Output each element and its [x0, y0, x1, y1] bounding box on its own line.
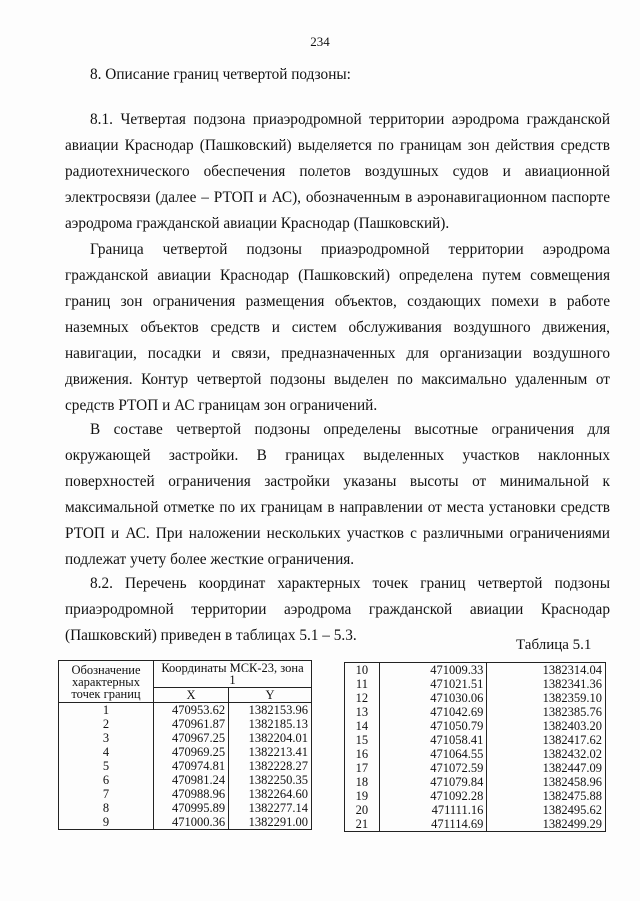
point-number: 20	[345, 803, 380, 817]
header-coordinates: Координаты МСК-23, зона 1	[154, 661, 312, 688]
coord-y: 1382228.27	[229, 759, 312, 773]
point-number: 16	[345, 747, 380, 761]
point-number: 18	[345, 775, 380, 789]
coord-x: 470969.25	[154, 745, 229, 759]
coord-y: 1382277.14	[229, 801, 312, 815]
coord-x: 471042.69	[379, 705, 486, 719]
coord-x: 471050.79	[379, 719, 486, 733]
coord-y: 1382417.62	[487, 733, 606, 747]
coord-y: 1382458.96	[487, 775, 606, 789]
point-number: 14	[345, 719, 380, 733]
coord-x: 471000.36	[154, 815, 229, 830]
coord-x: 471009.33	[379, 663, 486, 678]
table-row	[345, 705, 606, 719]
coord-y: 1382204.01	[229, 731, 312, 745]
point-number: 3	[59, 731, 154, 745]
table-row	[345, 691, 606, 705]
coord-y: 1382385.76	[487, 705, 606, 719]
coord-x: 471111.16	[379, 803, 486, 817]
point-number: 21	[345, 817, 380, 832]
coordinates-table-left	[58, 660, 312, 830]
point-number: 11	[345, 677, 380, 691]
table-row	[59, 703, 312, 718]
point-number: 10	[345, 663, 380, 678]
point-number: 19	[345, 789, 380, 803]
coord-x: 470981.24	[154, 773, 229, 787]
point-number: 8	[59, 801, 154, 815]
paragraph-height-limits: В составе четвертой подзоны определены высотные ограничения для окружающей застройки. В границах выделенных участков наклонных поверхностей ограничения застройки указаны высоты от минимальной к максимальной отметке по их границам в направлении от места установки средств РТОП и АС. При наложении нескольких участков с различными ограничениями подлежат учету более жесткие ограничения.	[65, 421, 610, 569]
page-number: 234	[310, 34, 330, 49]
table-row	[59, 759, 312, 773]
table-row	[345, 775, 606, 789]
table-row	[345, 677, 606, 691]
point-number: 15	[345, 733, 380, 747]
coord-y: 1382359.10	[487, 691, 606, 705]
coord-y: 1382341.36	[487, 677, 606, 691]
coord-y: 1382499.29	[487, 817, 606, 832]
point-number: 5	[59, 759, 154, 773]
coord-x: 470988.96	[154, 787, 229, 801]
table-row	[59, 815, 312, 830]
coord-x: 471030.06	[379, 691, 486, 705]
coord-y: 1382403.20	[487, 719, 606, 733]
coord-y: 1382314.04	[487, 663, 606, 678]
point-number: 4	[59, 745, 154, 759]
coord-x: 471092.28	[379, 789, 486, 803]
table-row	[345, 733, 606, 747]
table-row	[345, 803, 606, 817]
header-y: Y	[229, 688, 312, 703]
paragraph-8-2: 8.2. Перечень координат характерных точек границ четвертой подзоны приаэродромной территории аэродрома гражданской авиации Краснодар (Пашковский) приведен в таблицах 5.1 – 5.3.	[65, 575, 610, 645]
coord-y: 1382432.02	[487, 747, 606, 761]
point-number: 12	[345, 691, 380, 705]
coord-y: 1382495.62	[487, 803, 606, 817]
coord-x: 471079.84	[379, 775, 486, 789]
section-heading: 8. Описание границ четвертой подзоны:	[90, 66, 351, 83]
coord-x: 470974.81	[154, 759, 229, 773]
table-row	[59, 745, 312, 759]
table-row	[59, 801, 312, 815]
paragraph-8-1: 8.1. Четвертая подзона приаэродромной территории аэродрома гражданской авиации Краснодар (Пашковский) выделяется по границам зон действия средств радиотехнического обеспечения полетов воздушных судов и авиационной электросвязи (далее – РТОП и АС), обозначенным в аэронавигационном паспорте аэродрома гражданской авиации Краснодар (Пашковский).	[65, 111, 610, 233]
point-number: 6	[59, 773, 154, 787]
point-number: 13	[345, 705, 380, 719]
point-number: 17	[345, 761, 380, 775]
table-row	[59, 731, 312, 745]
table-row	[345, 719, 606, 733]
point-number: 9	[59, 815, 154, 830]
table-caption: Таблица 5.1	[516, 637, 592, 653]
coord-y: 1382264.60	[229, 787, 312, 801]
coord-y: 1382291.00	[229, 815, 312, 830]
paragraph-boundary: Граница четвертой подзоны приаэродромной территории аэродрома гражданской авиации Краснодар (Пашковский) определена путем совмещения границ зон ограничения размещения объектов, создающих помехи в работе наземных объектов средств и систем обслуживания воздушного движения, навигации, посадки и связи, предназначенных для организации воздушного движения. Контур четвертой подзоны выделен по максимально удаленным от средств РТОП и АС границам зон ограничений.	[65, 241, 610, 415]
coord-x: 471114.69	[379, 817, 486, 832]
header-point-designation: Обозначение характерных точек границ	[59, 661, 154, 703]
coord-y: 1382447.09	[487, 761, 606, 775]
table-row	[345, 817, 606, 832]
coord-y: 1382250.35	[229, 773, 312, 787]
coord-y: 1382213.41	[229, 745, 312, 759]
coord-x: 470967.25	[154, 731, 229, 745]
point-number: 2	[59, 717, 154, 731]
table-row	[345, 747, 606, 761]
coord-x: 471064.55	[379, 747, 486, 761]
coord-x: 470953.62	[154, 703, 229, 718]
coord-x: 471058.41	[379, 733, 486, 747]
table-row	[59, 787, 312, 801]
point-number: 1	[59, 703, 154, 718]
table-row	[345, 789, 606, 803]
coord-x: 471072.59	[379, 761, 486, 775]
table-row	[59, 717, 312, 731]
coord-y: 1382185.13	[229, 717, 312, 731]
table-row	[345, 761, 606, 775]
table-row	[345, 663, 606, 678]
coord-x: 470961.87	[154, 717, 229, 731]
coord-x: 470995.89	[154, 801, 229, 815]
coord-y: 1382475.88	[487, 789, 606, 803]
point-number: 7	[59, 787, 154, 801]
coord-y: 1382153.96	[229, 703, 312, 718]
table-row	[59, 773, 312, 787]
header-x: X	[154, 688, 229, 703]
coord-x: 471021.51	[379, 677, 486, 691]
coordinates-table-right	[344, 662, 606, 832]
